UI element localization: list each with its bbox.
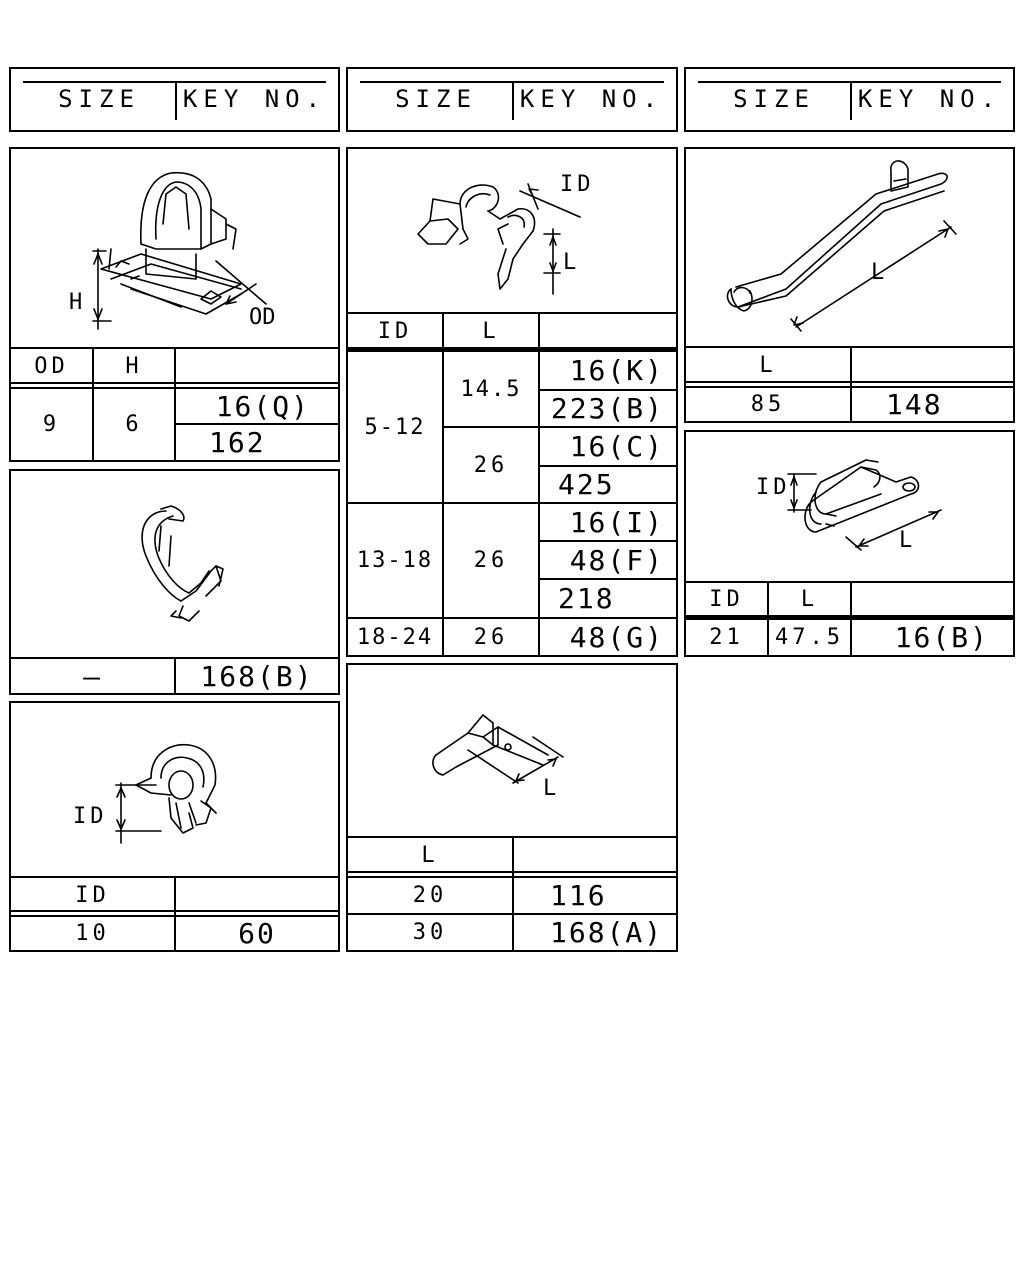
id-value: 21 xyxy=(709,625,744,650)
dim-l-label: L xyxy=(563,250,577,275)
od-value: 9 xyxy=(42,412,61,437)
table-rule xyxy=(686,381,1013,383)
loop-clip-drawing xyxy=(686,432,1013,582)
key-no-value: 48(F) xyxy=(569,543,664,577)
col-header-od: OD xyxy=(34,353,69,379)
panel-hook xyxy=(9,469,340,695)
key-no-value: 48(G) xyxy=(569,620,664,654)
size-label: SIZE xyxy=(395,85,477,113)
header-size-key-col1 xyxy=(9,67,340,132)
col-header-id: ID xyxy=(75,882,110,908)
header-size-key-col2 xyxy=(346,67,678,132)
key-no-value: 16(K) xyxy=(569,354,664,387)
table-rule xyxy=(348,871,676,873)
dim-id-label: ID xyxy=(73,804,108,829)
header-size-key-col3 xyxy=(684,67,1015,132)
dim-h-label: H xyxy=(69,290,83,315)
key-no-value: 16(I) xyxy=(569,505,664,539)
id-value: 13-18 xyxy=(356,548,434,573)
clip-drawing xyxy=(11,149,338,349)
dim-l-label: L xyxy=(543,776,557,801)
col-header-id: ID xyxy=(377,318,413,344)
table-rule xyxy=(11,910,338,912)
strap-drawing xyxy=(686,149,1013,349)
col-header-l: L xyxy=(759,352,777,378)
key-no-value: 116 xyxy=(550,879,607,912)
l-value: 20 xyxy=(412,883,448,908)
hook-drawing xyxy=(11,471,338,657)
l-value: 30 xyxy=(412,920,448,945)
size-label: SIZE xyxy=(58,85,140,113)
id-value: 5-12 xyxy=(364,414,426,440)
key-no-value: 218 xyxy=(558,582,615,615)
tab-drawing xyxy=(348,665,676,837)
key-no-label: KEY NO. xyxy=(182,85,327,113)
panel-clamp-id xyxy=(9,701,340,952)
key-no-value: 60 xyxy=(238,917,276,950)
l-value: 85 xyxy=(750,392,786,417)
l-value: 26 xyxy=(473,548,509,573)
size-value: — xyxy=(83,659,102,693)
l-value: 47.5 xyxy=(775,625,844,650)
l-value: 14.5 xyxy=(460,377,522,402)
key-no-value: 16(C) xyxy=(569,430,664,463)
dim-l-label: L xyxy=(899,528,913,553)
key-no-value: 16(Q) xyxy=(215,389,310,423)
table-rule xyxy=(11,382,338,384)
h-value: 6 xyxy=(125,412,143,437)
col-header-id: ID xyxy=(709,586,744,612)
panel-strap xyxy=(684,147,1015,423)
size-label: SIZE xyxy=(733,85,815,113)
panel-tab xyxy=(346,663,678,952)
key-no-value: 425 xyxy=(558,468,615,501)
key-no-value: 168(B) xyxy=(200,659,314,693)
dim-l-label: L xyxy=(871,260,885,285)
id-value: 18-24 xyxy=(356,624,434,650)
l-value: 26 xyxy=(473,452,509,478)
clamp-drawing xyxy=(11,703,338,878)
key-no-value: 223(B) xyxy=(550,392,664,425)
col-header-l: L xyxy=(482,318,500,344)
double-clamp-drawing xyxy=(348,149,676,314)
key-no-label: KEY NO. xyxy=(519,85,664,113)
id-value: 10 xyxy=(75,921,110,946)
key-no-value: 162 xyxy=(209,426,266,459)
col-header-h: H xyxy=(125,353,143,379)
key-no-value: 148 xyxy=(886,388,943,421)
panel-clip-od-h xyxy=(9,147,340,462)
key-no-value: 16(B) xyxy=(894,621,989,654)
key-no-value: 168(A) xyxy=(550,916,664,949)
key-no-label: KEY NO. xyxy=(857,85,1002,113)
col-header-l: L xyxy=(421,842,439,868)
dim-id-label: ID xyxy=(756,475,791,500)
dim-od-label: OD xyxy=(249,305,276,330)
col-header-l: L xyxy=(800,586,819,612)
panel-double-clamp xyxy=(346,147,678,657)
panel-loop-clip xyxy=(684,430,1015,657)
dim-id-label: ID xyxy=(560,172,595,197)
l-value: 26 xyxy=(473,624,509,650)
